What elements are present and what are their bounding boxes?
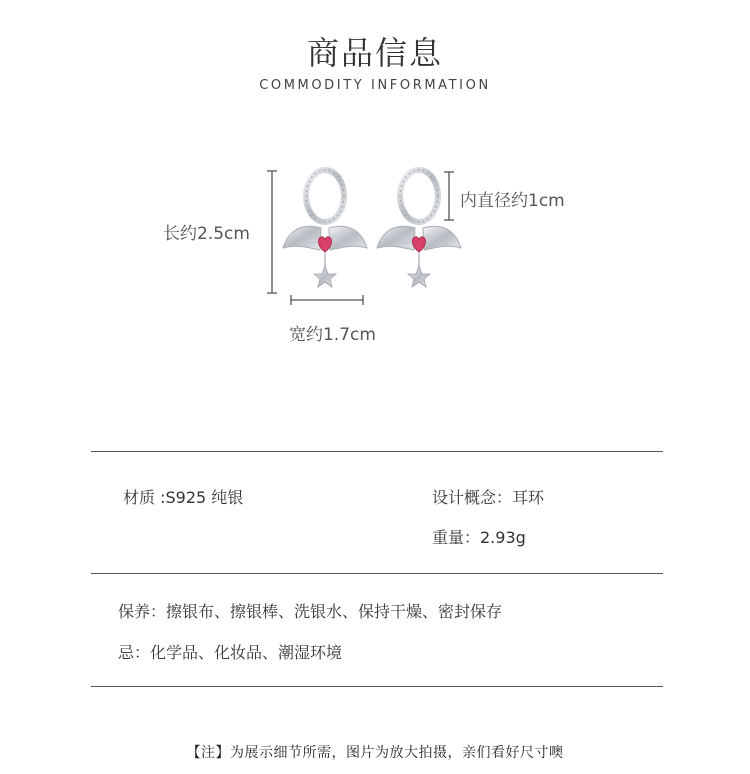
width-dimension-line [291, 295, 363, 305]
care-avoid: 忌：化学品、化妆品、潮湿环境 [118, 643, 343, 662]
left-earring [283, 170, 367, 287]
divider-middle [91, 573, 663, 574]
divider-top [91, 451, 663, 452]
page-title: 商品信息 [306, 34, 443, 72]
design-concept-spec: 设计概念：耳环 [432, 488, 545, 507]
page-subtitle: COMMODITY INFORMATION [259, 78, 491, 93]
care-maintenance: 保养：擦银布、擦银棒、洗银水、保持干燥、密封保存 [118, 602, 503, 621]
weight-spec: 重量：2.93g [432, 528, 526, 547]
inner-diameter-label: 内直径约1cm [460, 191, 565, 211]
diameter-dimension-line [444, 172, 454, 220]
length-dimension-line [267, 171, 277, 293]
footer-note: 【注】为展示细节所需，图片为放大拍摄，亲们看好尺寸噢 [186, 745, 564, 761]
divider-bottom [91, 686, 663, 687]
length-label: 长约2.5cm [163, 224, 250, 244]
material-spec: 材质 :S925 纯银 [123, 488, 244, 507]
width-label: 宽约1.7cm [289, 325, 376, 345]
